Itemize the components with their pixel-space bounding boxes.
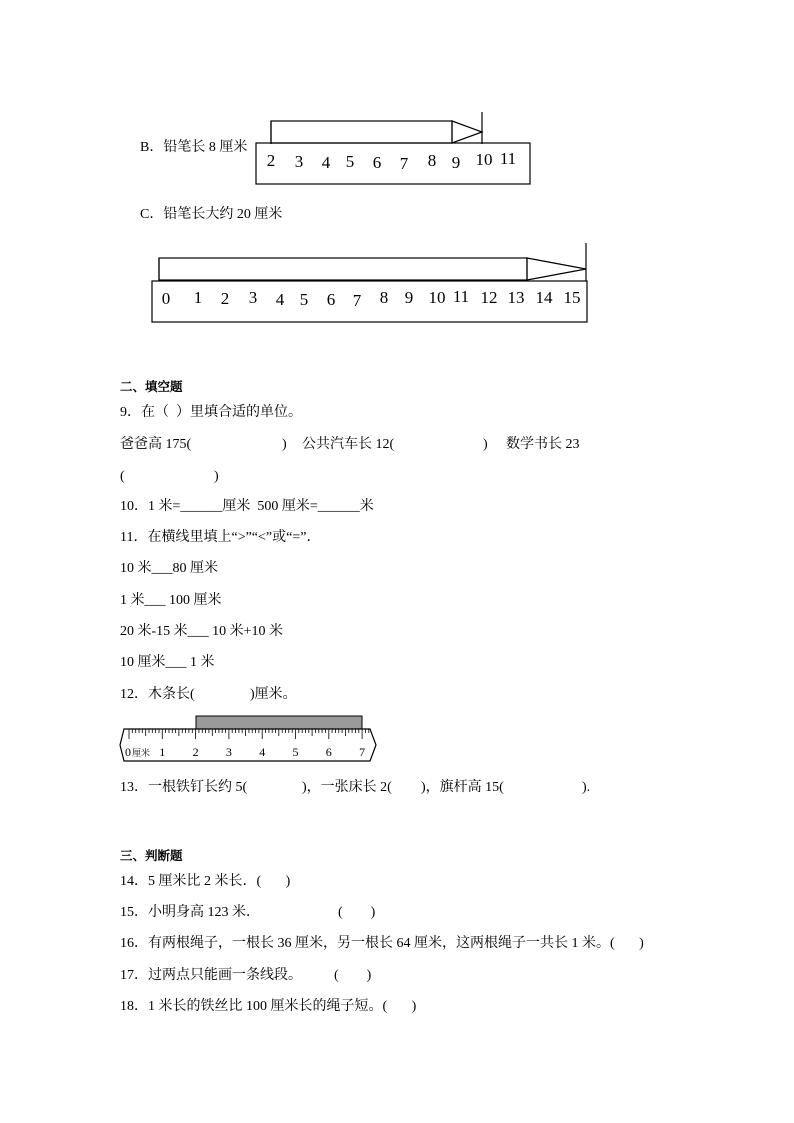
ruler-c-number: 5 xyxy=(299,290,309,309)
q9-book-length: 数学书长 23 xyxy=(506,437,580,452)
ruler-c-number: 8 xyxy=(379,288,389,307)
ruler-c-number: 3 xyxy=(248,288,258,307)
question-11: 11．在横线里填上“>”“<”或“=”． xyxy=(120,530,321,545)
ruler-b-number: 6 xyxy=(372,153,382,172)
option-b-label: B．铅笔长 8 厘米 xyxy=(140,140,248,155)
q13-part-d: ). xyxy=(582,780,591,795)
q12-ruler-unit: 厘米 xyxy=(132,749,151,759)
q15-answer-paren[interactable]: ( ) xyxy=(338,905,376,920)
question-18: 18．1 米长的铁丝比 100 厘米长的绳子短。( ) xyxy=(120,999,417,1014)
q12-ruler-number: 2 xyxy=(192,745,199,759)
ruler-c-number: 13 xyxy=(507,288,525,307)
ruler-b-number: 8 xyxy=(427,151,437,170)
ruler-c-number: 11 xyxy=(452,287,470,306)
q9-book-length-open: ( xyxy=(120,469,125,484)
ruler-c-number: 7 xyxy=(352,291,362,310)
q12-ruler-zero: 0 xyxy=(125,745,131,759)
ruler-c-number: 15 xyxy=(563,288,581,307)
q11-item-1: 10 米___80 厘米 xyxy=(120,561,218,576)
q12-ruler-number: 1 xyxy=(159,745,166,759)
q13-part-c: )，旗杆高 15( xyxy=(421,780,504,795)
q9-book-length-close: ) xyxy=(214,469,219,484)
section-heading-fill-in: 二、填空题 xyxy=(120,379,183,394)
ruler-b-number: 7 xyxy=(399,154,409,173)
question-16: 16．有两根绳子，一根长 36 厘米，另一根长 64 厘米，这两根绳子一共长 1 米。( ) xyxy=(120,936,644,951)
q12-ruler-number: 3 xyxy=(225,745,232,759)
ruler-c-number: 2 xyxy=(220,289,230,308)
question-17: 17．过两点只能画一条线段。 xyxy=(120,968,302,983)
q11-item-2: 1 米___ 100 厘米 xyxy=(120,593,222,608)
question-9: 9．在（ ）里填合适的单位。 xyxy=(120,405,302,420)
ruler-b-number: 11 xyxy=(499,149,517,168)
ruler-b-number: 4 xyxy=(321,153,331,172)
ruler-c-number: 6 xyxy=(326,290,336,309)
q12-ruler-number: 7 xyxy=(359,745,366,759)
q9-bus-length-close: ) xyxy=(483,437,488,452)
q12-ruler-number: 4 xyxy=(259,745,266,759)
q9-bus-length: 公共汽车长 12( xyxy=(302,437,395,452)
option-c-label: C．铅笔长大约 20 厘米 xyxy=(140,207,283,222)
q17-answer-paren[interactable]: ( ) xyxy=(334,968,372,983)
section-heading-true-false: 三、判断题 xyxy=(120,848,183,863)
ruler-c-number: 12 xyxy=(480,288,498,307)
ruler-c-number: 14 xyxy=(535,288,553,307)
q12-wood-strip xyxy=(196,716,362,729)
q13-part-a: 13．一根铁钉长约 5( xyxy=(120,780,248,795)
ruler-c-number: 1 xyxy=(193,288,203,307)
ruler-b-number: 5 xyxy=(345,152,355,171)
question-15: 15．小明身高 123 米． xyxy=(120,905,260,920)
ruler-b-number: 3 xyxy=(294,152,304,171)
q11-item-4: 10 厘米___ 1 米 xyxy=(120,655,215,670)
q13-part-b: )，一张床长 2( xyxy=(302,780,392,795)
q11-item-3: 20 米-15 米___ 10 米+10 米 xyxy=(120,624,284,639)
question-12-end: )厘米。 xyxy=(250,687,297,702)
q9-dad-height-close: ) xyxy=(282,437,287,452)
question-12: 12．木条长( xyxy=(120,687,195,702)
ruler-c-number: 10 xyxy=(428,288,446,307)
q12-ruler-number: 6 xyxy=(325,745,332,759)
ruler-b-number: 2 xyxy=(266,151,276,170)
ruler-c-number: 0 xyxy=(161,289,171,308)
q9-dad-height: 爸爸高 175( xyxy=(120,437,192,452)
ruler-b-number: 9 xyxy=(451,153,461,172)
q12-ruler-number: 5 xyxy=(292,745,299,759)
question-14: 14．5 厘米比 2 米长．( ) xyxy=(120,874,291,889)
ruler-c-number: 4 xyxy=(275,290,285,309)
ruler-c-number: 9 xyxy=(404,288,414,307)
ruler-b-number: 10 xyxy=(475,150,493,169)
question-10: 10．1 米=______厘米 500 厘米=______米 xyxy=(120,499,374,514)
